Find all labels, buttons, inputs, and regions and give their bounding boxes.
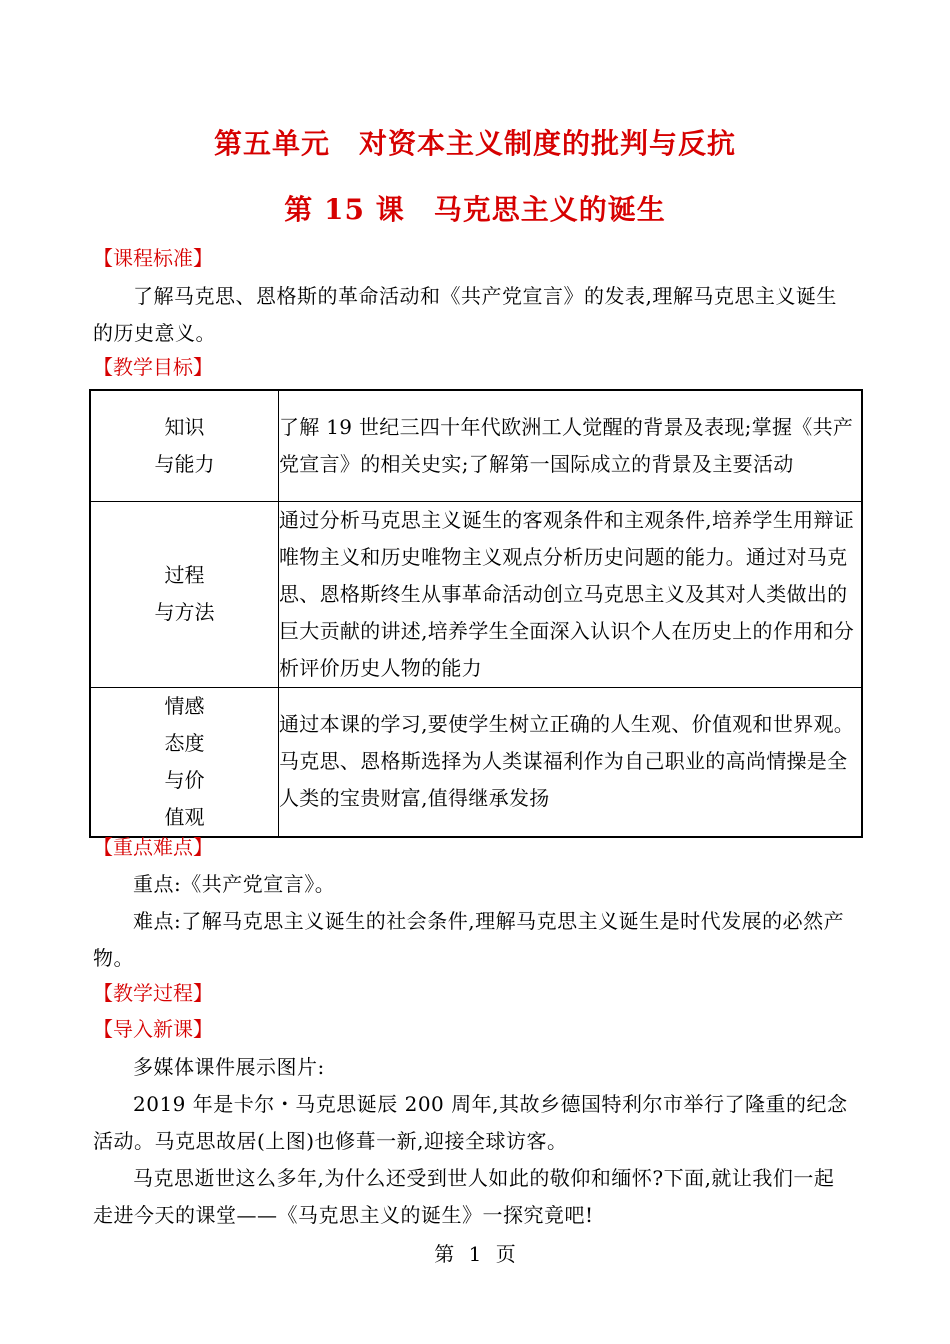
label-line: 过程 [164, 563, 205, 587]
goals-content-process: 通过分析马克思主义诞生的客观条件和主观条件,培养学生用辩证唯物主义和历史唯物主义观点分析历史问题的能力。通过对马克思、恩格斯终生从事革命活动创立马克思主义及其对人类做出的巨大贡献的讲述,培养学生全面深入认识个人在历史上的作用和分析评价历史人物的能力 [279, 501, 863, 687]
goals-row-process [90, 501, 862, 687]
curriculum-standard-text: 了解马克思、恩格斯的革命活动和《共产党宣言》的发表,理解马克思主义诞生的历史意义。 [93, 284, 837, 345]
goals-content-knowledge: 了解 19 世纪三四十年代欧洲工人觉醒的背景及表现;掌握《共产党宣言》的相关史实;了解第一国际成立的背景及主要活动 [279, 390, 863, 501]
goals-label-process [90, 501, 279, 687]
difficult-point-text: 难点:了解马克思主义诞生的社会条件,理解马克思主义诞生是时代发展的必然产物。 [93, 909, 845, 970]
key-point-text: 重点:《共产党宣言》。 [133, 872, 336, 896]
label-line: 知识 [164, 414, 205, 439]
label-line: 与方法 [154, 600, 215, 624]
introduction-para-2: 2019 年是卡尔・马克思诞辰 200 周年,其故乡德国特利尔市举行了隆重的纪念活动。马克思故居(上图)也修葺一新,迎接全球访客。 [93, 1092, 848, 1153]
key-points-heading: 【重点难点】 [93, 835, 213, 859]
label-line: 与价 [164, 767, 205, 792]
goals-row-emotion [90, 687, 862, 837]
goals-label-emotion [90, 687, 279, 837]
goals-label-knowledge [90, 390, 279, 501]
unit-title: 第五单元 对资本主义制度的批判与反抗 [213, 127, 736, 160]
teaching-process-heading: 【教学过程】 [93, 981, 213, 1005]
label-line: 态度 [164, 730, 205, 755]
teaching-goals-heading: 【教学目标】 [93, 355, 213, 379]
teaching-goals-table [89, 389, 863, 838]
label-line: 值观 [164, 804, 205, 829]
goals-row-knowledge [90, 390, 862, 501]
label-line: 情感 [164, 693, 205, 718]
label-line: 与能力 [154, 451, 215, 476]
introduction-para-3: 马克思逝世这么多年,为什么还受到世人如此的敬仰和缅怀?下面,就让我们一起走进今天的课堂——《马克思主义的诞生》一探究竟吧! [93, 1166, 835, 1227]
page-number: 第 1 页 [434, 1242, 516, 1266]
introduction-heading: 【导入新课】 [93, 1017, 213, 1041]
goals-content-emotion: 通过本课的学习,要使学生树立正确的人生观、价值观和世界观。马克思、恩格斯选择为人类谋福利作为自己职业的高尚情操是全人类的宝贵财富,值得继承发扬 [279, 687, 863, 837]
curriculum-standard-heading: 【课程标准】 [93, 246, 213, 270]
introduction-para-1: 多媒体课件展示图片: [133, 1055, 325, 1079]
lesson-title: 第 15 课 马克思主义的诞生 [284, 193, 666, 226]
